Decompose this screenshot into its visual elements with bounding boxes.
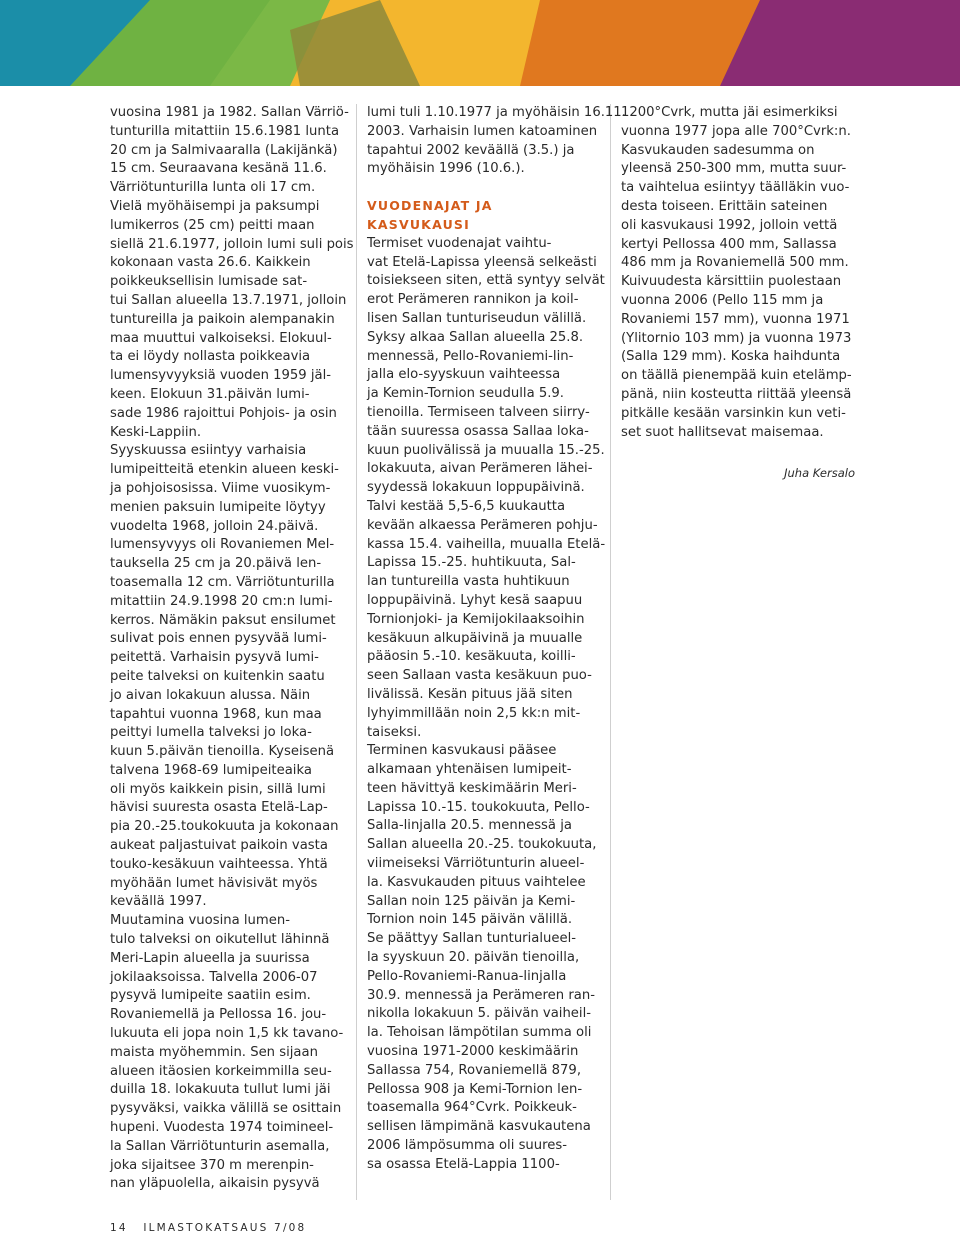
section-heading [367,197,602,235]
text-line: tauksella 25 cm ja 20.päivä len- [110,556,322,572]
heading-line: VUODENAJAT JA [367,198,493,214]
column-3-body [621,104,861,442]
text-line: maa muuttui valkoiseksi. Elokuul- [110,330,332,346]
text-line: kesäkuun alkupäivinä ja muualle [367,630,583,646]
text-line: sulivat pois ennen pysyvää lumi- [110,631,327,647]
text-line: la Sallan Värriötunturin asemalla, [110,1138,330,1154]
text-line: 1200°Cvrk, mutta jäi esimerkiksi [621,105,838,120]
text-line: lumi tuli 1.10.1977 ja myöhäisin 16.11. [367,105,626,120]
header-banner [0,0,960,86]
text-line: lumikerros (25 cm) peitti maan [110,217,315,233]
text-line: tulo talveksi on oikutellut lähinnä [110,932,330,948]
column-divider-2 [610,104,611,1200]
text-line: Kuivuudesta kärsittiin puolestaan [621,274,842,290]
text-line: aukeat paljastuivat paikoin vasta [110,838,328,854]
text-line: oli myös kaikkein pisin, sillä lumi [110,781,326,797]
text-line: jo aivan lokakuun alussa. Näin [110,687,311,703]
text-line: jalla elo-syyskuun vaihteessa [367,367,561,383]
text-line: sellisen lämpimänä kasvukautena [367,1119,591,1135]
text-line: on täällä pienempää kuin etelämp- [621,368,852,384]
text-line: pysyväksi, vaikka välillä se osittain [110,1101,342,1117]
text-line: nikolla lokakuun 5. päivän vaiheil- [367,1006,592,1022]
column-3 [621,104,861,483]
text-line: desta toiseen. Erittäin sateinen [621,198,828,214]
text-line: kerros. Nämäkin paksut ensilumet [110,612,336,628]
text-line: vuodelta 1968, jolloin 24.päivä. [110,518,319,534]
text-line: 15 cm. Seuraavana kesänä 11.6. [110,161,327,177]
text-line: tapahtui 2002 keväällä (3.5.) ja [367,142,575,158]
text-line: yleensä 250-300 mm, mutta suur- [621,161,847,177]
text-line: toasemalla 964°Cvrk. Poikkeuk- [367,1100,577,1116]
text-line: Kasvukauden sadesumma on [621,142,815,158]
heading-line: KASVUKAUSI [367,216,470,232]
text-line: lyhyimmillään noin 2,5 kk:n mit- [367,705,581,721]
column-divider-1 [356,104,357,1200]
text-line: (Ylitornio 103 mm) ja vuonna 1973 [621,330,852,346]
text-line: lumensyvyyksiä vuoden 1959 jäl- [110,368,332,384]
text-line: menien paksuin lumipeite löytyy [110,499,326,515]
text-line: kertyi Pellossa 400 mm, Sallassa [621,236,837,252]
text-line: pääosin 5.-10. kesäkuuta, koilli- [367,649,576,665]
text-line: kokonaan vasta 26.6. Kaikkein [110,255,311,271]
text-line: livälissä. Kesän pituus jää siten [367,686,573,702]
text-line: pia 20.-25.toukokuuta ja kokonaan [110,819,339,835]
text-line: pitkälle kesään varsinkin kun veti- [621,405,846,421]
text-line: mitattiin 24.9.1998 20 cm:n lumi- [110,593,333,609]
text-line: Syyskuussa esiintyy varhaisia [110,443,307,459]
text-line: lumipeitteitä etenkin alueen keski- [110,462,339,478]
text-line: erot Perämeren rannikon ja koil- [367,292,579,308]
text-line: Syksy alkaa Sallan alueella 25.8. [367,329,584,345]
text-line: Se päättyy Sallan tunturialueel- [367,931,577,947]
text-line: Lapissa 10.-15. toukokuuta, Pello- [367,799,590,815]
text-line: ta ei löydy nollasta poikkeavia [110,349,311,365]
text-line: myöhäisin 1996 (10.6.). [367,161,525,177]
text-line: 2006 lämpösumma oli suures- [367,1138,568,1154]
text-line: keväällä 1997. [110,894,207,910]
text-line: pysyvä lumipeite saatiin esim. [110,988,311,1004]
text-line: Muutamina vuosina lumen- [110,913,290,929]
text-line: kevään alkaessa Perämeren pohju- [367,517,598,533]
text-line: joka sijaitsee 370 m merenpin- [110,1157,314,1173]
text-line: myöhään lumet hävisivät myös [110,875,318,891]
text-line: taiseksi. [367,724,422,740]
text-line: mennessä, Pello-Rovaniemi-lin- [367,348,574,364]
text-line: hupeni. Vuodesta 1974 toimineel- [110,1120,334,1136]
text-line: la syyskuun 20. päivän tienoilla, [367,950,580,966]
text-line: kuun puolivälissä ja muualla 15.-25. [367,442,605,458]
text-line: siellä 21.6.1977, jolloin lumi suli pois [110,236,354,252]
banner-band-purple [720,0,960,86]
text-line: Termiset vuodenajat vaihtu- [367,235,552,251]
text-line: oli kasvukausi 1992, jolloin vettä [621,217,838,233]
text-line: Sallan noin 125 päivän ja Kemi- [367,893,576,909]
text-line: jokilaaksoissa. Talvella 2006-07 [110,969,318,985]
author-signature: Juha Kersalo [784,466,855,481]
text-line: lokakuuta, aivan Perämeren lähei- [367,461,593,477]
column-2-intro [367,104,626,179]
text-line: poikkeuksellisin lumisade sat- [110,274,308,290]
text-line: ja pohjoisosissa. Viime vuosikym- [110,480,331,496]
text-line: talvena 1968-69 lumipeiteaika [110,762,312,778]
text-line: Värriötunturilla lunta oli 17 cm. [110,180,316,196]
text-line: la. Tehoisan lämpötilan summa oli [367,1025,592,1041]
text-line: pänä, niin kosteutta riittää yleensä [621,386,852,402]
column-1 [110,104,354,1194]
text-line: set suot hallitsevat maisemaa. [621,424,824,440]
text-line: 30.9. mennessä ja Perämeren ran- [367,987,595,1003]
text-line: syydessä lokakuun loppupäivinä. [367,480,585,496]
text-line: lukuuta eli jopa noin 1,5 kk tavano- [110,1026,344,1042]
text-line: Talvi kestää 5,5-6,5 kuukautta [367,498,566,514]
text-line: la. Kasvukauden pituus vaihtelee [367,874,586,890]
text-line: tuntureilla ja paikoin alempanakin [110,311,335,327]
text-line: duilla 18. lokakuuta tullut lumi jäi [110,1082,331,1098]
text-line: touko-kesäkuun vaihteessa. Yhtä [110,856,328,872]
text-line: tui Sallan alueella 13.7.1971, jolloin [110,292,347,308]
text-line: maista myöhemmin. Sen sijaan [110,1044,318,1060]
text-line: nan yläpuolella, aikaisin pysyvä [110,1176,320,1192]
text-line: hävisi suuresta osasta Etelä-Lap- [110,800,328,816]
text-line: lan tuntureilla vasta huhtikuun [367,574,570,590]
text-line: Terminen kasvukausi pääsee [367,743,557,759]
text-line: teen hävittyä keskimäärin Meri- [367,780,577,796]
text-line: lumensyvyys oli Rovaniemen Mel- [110,537,335,553]
text-line: tunturilla mitattiin 15.6.1981 lunta [110,123,340,139]
text-line: peite talveksi on kuitenkin saatu [110,668,325,684]
text-line: Lapissa 15.-25. huhtikuuta, Sal- [367,555,576,571]
text-line: vuosina 1971-2000 keskimäärin [367,1044,579,1060]
publication-name: ILMASTOKATSAUS 7/08 [143,1222,307,1234]
text-line: Tornionjoki- ja Kemijokilaaksoihin [367,611,585,627]
text-line: 2003. Varhaisin lumen katoaminen [367,123,598,139]
text-line: Keski-Lappiin. [110,424,202,440]
text-line: Sallan alueella 20.-25. toukokuuta, [367,837,597,853]
text-line: toasemalla 12 cm. Värriötunturilla [110,574,335,590]
text-line: ta vaihtelua esiintyy täälläkin vuo- [621,180,850,196]
page-number: 14 [110,1222,128,1234]
text-line: keen. Elokuun 31.päivän lumi- [110,386,310,402]
text-line: ja Kemin-Tornion seudulla 5.9. [367,386,565,402]
text-line: peittyi lumella talveksi jo loka- [110,725,312,741]
text-line: seen Sallaan vasta kesäkuun puo- [367,668,592,684]
text-line: peitettä. Varhaisin pysyvä lumi- [110,650,319,666]
text-line: alueen itäosien korkeimmilla seu- [110,1063,332,1079]
text-line: Pello-Rovaniemi-Ranua-linjalla [367,968,567,984]
text-line: kuun 5.päivän tienoilla. Kyseisenä [110,744,335,760]
text-line: Tornion noin 145 päivän välillä. [367,912,573,928]
text-line: Salla-linjalla 20.5. mennessä ja [367,818,572,834]
text-line: vuonna 2006 (Pello 115 mm ja [621,292,824,308]
text-line: tapahtui vuonna 1968, kun maa [110,706,322,722]
text-line: Meri-Lapin alueella ja suurissa [110,950,310,966]
text-line: Sallassa 754, Rovaniemellä 879, [367,1062,582,1078]
text-line: 20 cm ja Salmivaaralla (Lakijänkä) [110,142,338,158]
text-line: tienoilla. Termiseen talveen siirry- [367,404,590,420]
text-line: vat Etelä-Lapissa yleensä selkeästi [367,254,597,270]
text-line: vuosina 1981 ja 1982. Sallan Värriö- [110,105,349,120]
page-footer [110,1222,306,1234]
text-line: alkamaan yhtenäisen lumipeit- [367,762,572,778]
text-line: loppupäivinä. Lyhyt kesä saapuu [367,592,583,608]
text-line: toisiekseen siten, että syntyy selvät [367,273,605,289]
text-line: viimeiseksi Värriötunturin alueel- [367,856,585,872]
text-line: kassa 15.4. vaiheilla, muualla Etelä- [367,536,606,552]
text-line: Vielä myöhäisempi ja paksumpi [110,198,320,214]
text-line: lisen Sallan tunturiseudun välillä. [367,310,587,326]
text-line: (Salla 129 mm). Koska haihdunta [621,349,841,365]
text-line: sa osassa Etelä-Lappia 1100- [367,1156,560,1172]
text-line: tään suuressa osassa Sallaa loka- [367,423,589,439]
column-2 [367,104,626,1175]
text-line: Rovaniemi 157 mm), vuonna 1971 [621,311,850,327]
text-line: sade 1986 rajoittui Pohjois- ja osin [110,405,337,421]
text-line: Rovaniemellä ja Pellossa 16. jou- [110,1007,327,1023]
text-line: Pellossa 908 ja Kemi-Tornion len- [367,1081,583,1097]
column-2-body [367,235,606,1175]
text-line: 486 mm ja Rovaniemellä 500 mm. [621,255,849,271]
text-line: vuonna 1977 jopa alle 700°Cvrk:n. [621,123,851,139]
